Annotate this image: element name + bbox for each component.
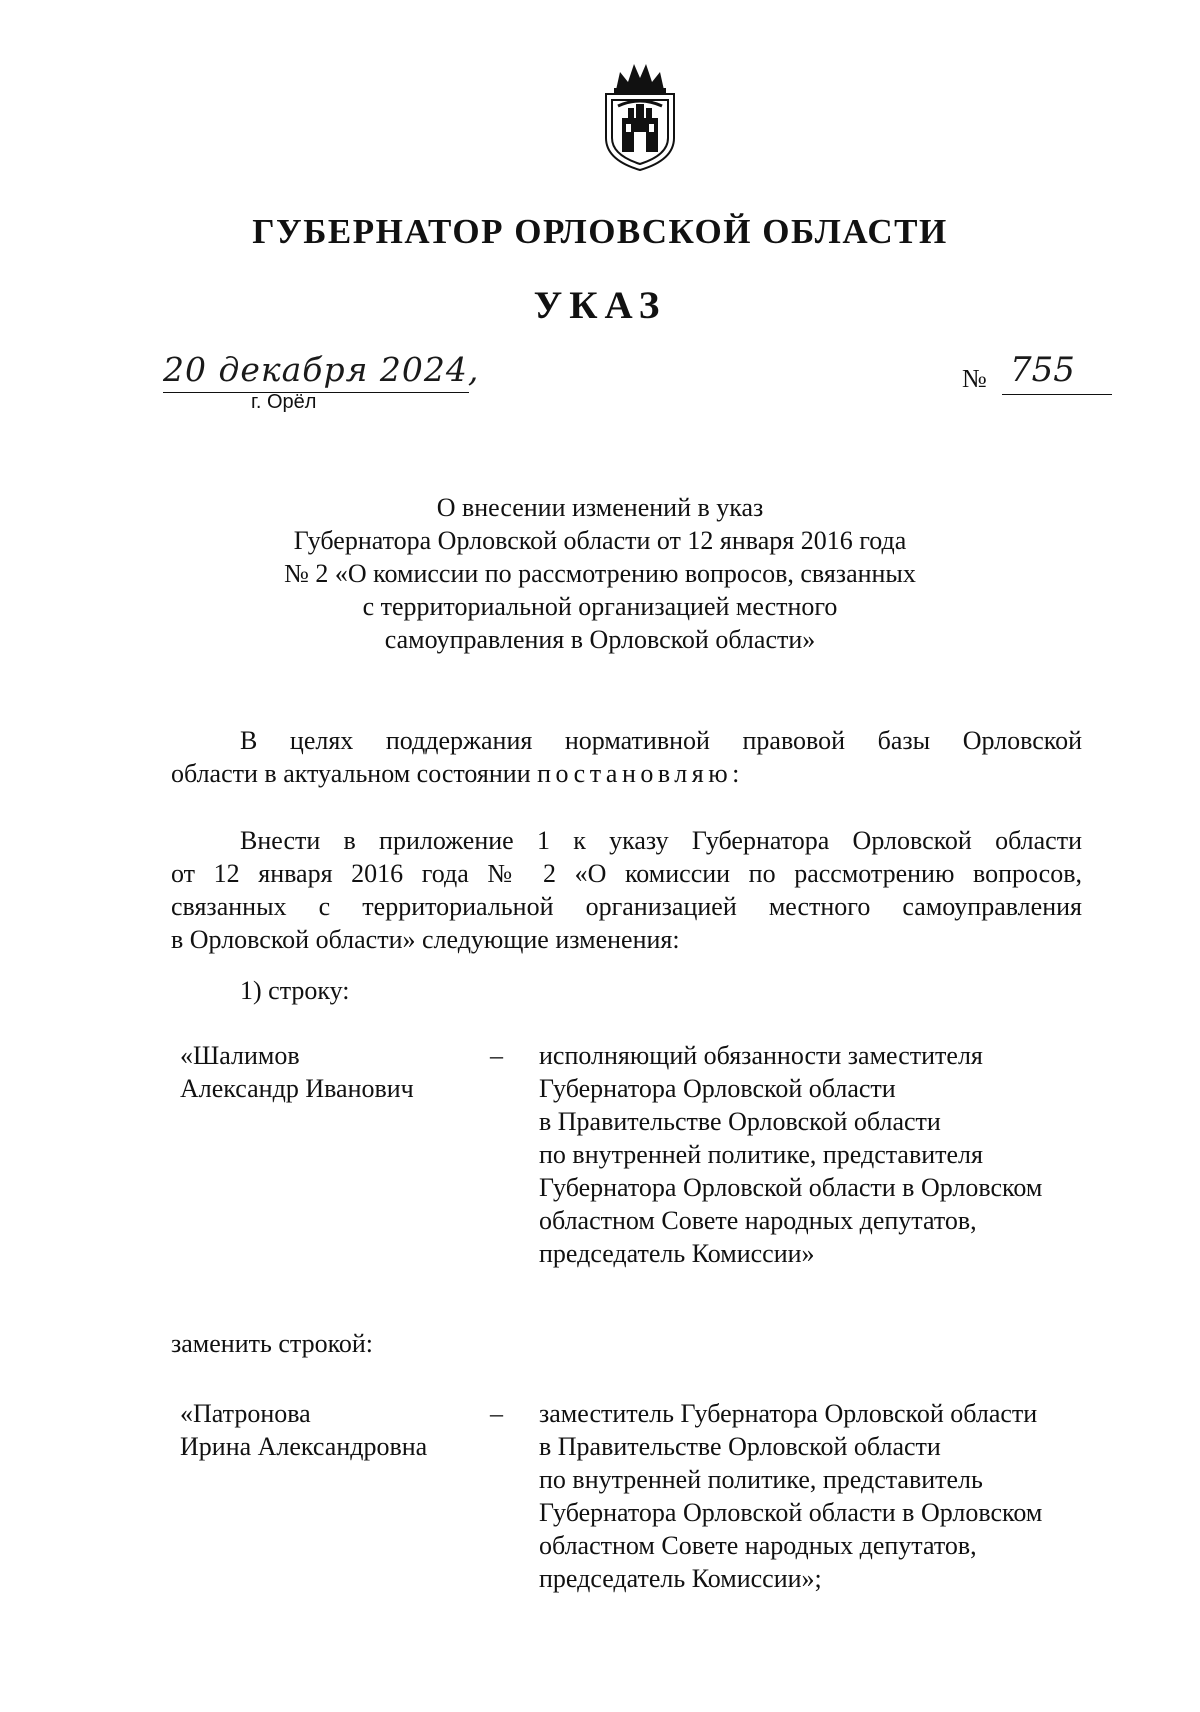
position-line: исполняющий обязанности заместителя [539, 1041, 983, 1070]
title-line: О внесении изменений в указ [436, 493, 764, 522]
document-type: УКАЗ [533, 284, 667, 327]
name-line: «Шалимов [180, 1041, 300, 1070]
replace-with-label: заменить строкой: [171, 1329, 374, 1358]
preamble-colon: : [732, 759, 740, 788]
body-line: Внести в приложение 1 к указу Губернатора Орловской области [240, 826, 1082, 855]
preamble-line: В целях поддержания нормативной правовой базы Орловской [240, 726, 1082, 755]
body-line: связанных с территориальной организацией местного самоуправления [171, 892, 1082, 921]
position-line: Губернатора Орловской области в Орловском [539, 1173, 1043, 1202]
handwritten-date: 20 декабря 2024, [163, 350, 480, 389]
title-line: № 2 «О комиссии по рассмотрению вопросов, связанных [284, 559, 916, 588]
position-line: Губернатора Орловской области [539, 1074, 896, 1103]
name-line: «Патронова [180, 1399, 311, 1428]
number-sign: № [962, 364, 987, 393]
new-row-position [539, 1397, 1042, 1595]
old-row-dash: – [490, 1041, 503, 1070]
position-line: заместитель Губернатора Орловской области [539, 1399, 1038, 1428]
name-line: Александр Иванович [180, 1074, 414, 1103]
city-label: г. Орёл [251, 391, 317, 413]
position-line: в Правительстве Орловской области [539, 1107, 941, 1136]
position-line: областном Совете народных депутатов, [539, 1531, 977, 1560]
new-row-dash: – [490, 1399, 503, 1428]
title-line: с территориальной организацией местного [362, 592, 838, 621]
coat-of-arms-icon [598, 60, 682, 172]
preamble-text: области в актуальном состоянии [171, 759, 538, 788]
preamble-line [171, 757, 1082, 790]
title-line: Губернатора Орловской области от 12 января 2016 года [293, 526, 907, 555]
position-line: председатель Комиссии» [539, 1239, 815, 1268]
main-paragraph [171, 824, 1082, 956]
decree-title [0, 491, 1200, 656]
position-line: в Правительстве Орловской области [539, 1432, 941, 1461]
number-underline [1002, 394, 1112, 395]
old-row-position [539, 1039, 1042, 1270]
decree-keyword: постановляю [537, 759, 733, 788]
body-line: от 12 января 2016 года № 2 «О комиссии по рассмотрению вопросов, [171, 859, 1082, 888]
position-line: по внутренней политике, представителя [539, 1140, 983, 1169]
title-line: самоуправления в Орловской области» [384, 625, 816, 654]
preamble-paragraph [171, 724, 1082, 790]
position-line: Губернатора Орловской области в Орловском [539, 1498, 1043, 1527]
position-line: областном Совете народных депутатов, [539, 1206, 977, 1235]
position-line: по внутренней политике, представитель [539, 1465, 983, 1494]
name-line: Ирина Александровна [180, 1432, 428, 1461]
old-row-name [180, 1039, 414, 1105]
item-1-label: 1) строку: [240, 976, 350, 1005]
issuing-authority: ГУБЕРНАТОР ОРЛОВСКОЙ ОБЛАСТИ [252, 212, 948, 251]
new-row-name [180, 1397, 427, 1463]
handwritten-number: 755 [1010, 350, 1075, 390]
position-line: председатель Комиссии»; [539, 1564, 822, 1593]
body-line: в Орловской области» следующие изменения: [171, 925, 680, 954]
